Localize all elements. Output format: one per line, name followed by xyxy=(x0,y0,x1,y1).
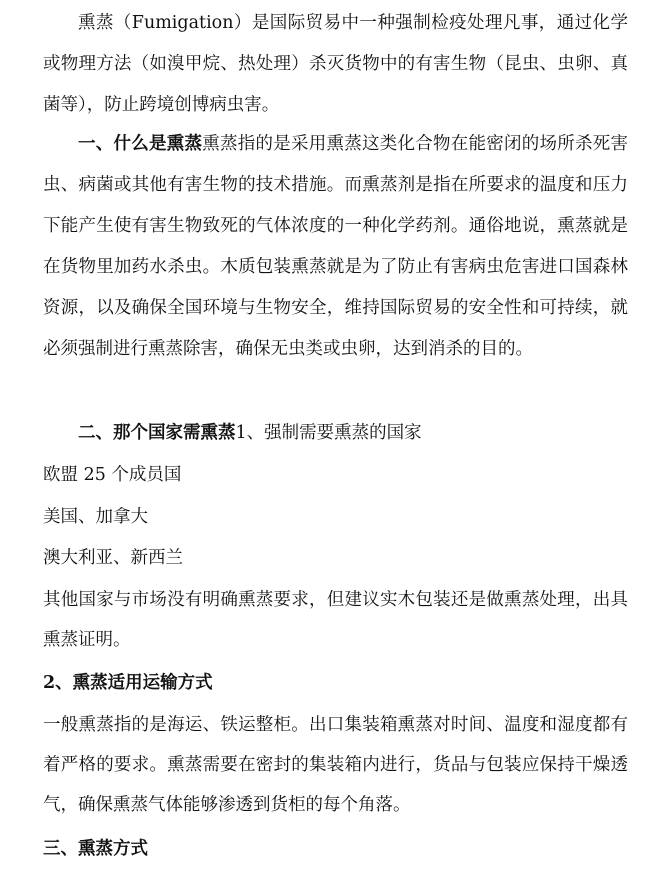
subsection2-body: 一般熏蒸指的是海运、铁运整柜。出口集装箱熏蒸对时间、温度和湿度都有着严格的要求。熏蒸需要在密封的集装箱内进行，货品与包装应保持干燥透气，确保熏蒸气体能够渗透到货柜的每个角落。 xyxy=(43,715,628,815)
section2-paragraph xyxy=(43,413,628,453)
section1-paragraph xyxy=(43,124,628,370)
section1-body: 熏蒸指的是采用熏蒸这类化合物在能密闭的场所杀死害虫、病菌或其他有害生物的技术措施。而熏蒸剂是指在所要求的温度和压力下能产生使有害生物致死的气体浓度的一种化学药剂。通俗地说，熏蒸就是在货物里加药水杀虫。木质包装熏蒸就是为了防止有害病虫危害进口国森林资源，以及确保全国环境与生物安全，维持国际贸易的安全性和可持续，就必须强制进行熏蒸除害，确保无虫类或虫卵，达到消杀的目的。 xyxy=(43,134,628,359)
country-item-au-nz: 澳大利亚、新西兰 xyxy=(43,548,183,568)
country-item-us-canada: 美国、加拿大 xyxy=(43,507,148,527)
section1-heading: 一、什么是熏蒸 xyxy=(78,134,203,154)
section3-heading: 三、熏蒸方式 xyxy=(43,839,148,859)
subsection2-heading: 2、熏蒸适用运输方式 xyxy=(43,673,213,693)
section2-subheading: 1、强制需要熏蒸的国家 xyxy=(235,423,422,443)
country-item-eu: 欧盟 25 个成员国 xyxy=(43,465,182,485)
other-countries-paragraph: 其他国家与市场没有明确熏蒸要求，但建议实木包装还是做熏蒸处理，出具熏蒸证明。 xyxy=(43,590,628,650)
intro-paragraph: 熏蒸（Fumigation）是国际贸易中一种强制检疫处理凡事，通过化学或物理方法（如溴甲烷、热处理）杀灭货物中的有害生物（昆虫、虫卵、真菌等），防止跨境创博病虫害。 xyxy=(43,13,628,115)
section2-heading: 二、那个国家需熏蒸 xyxy=(78,423,236,443)
